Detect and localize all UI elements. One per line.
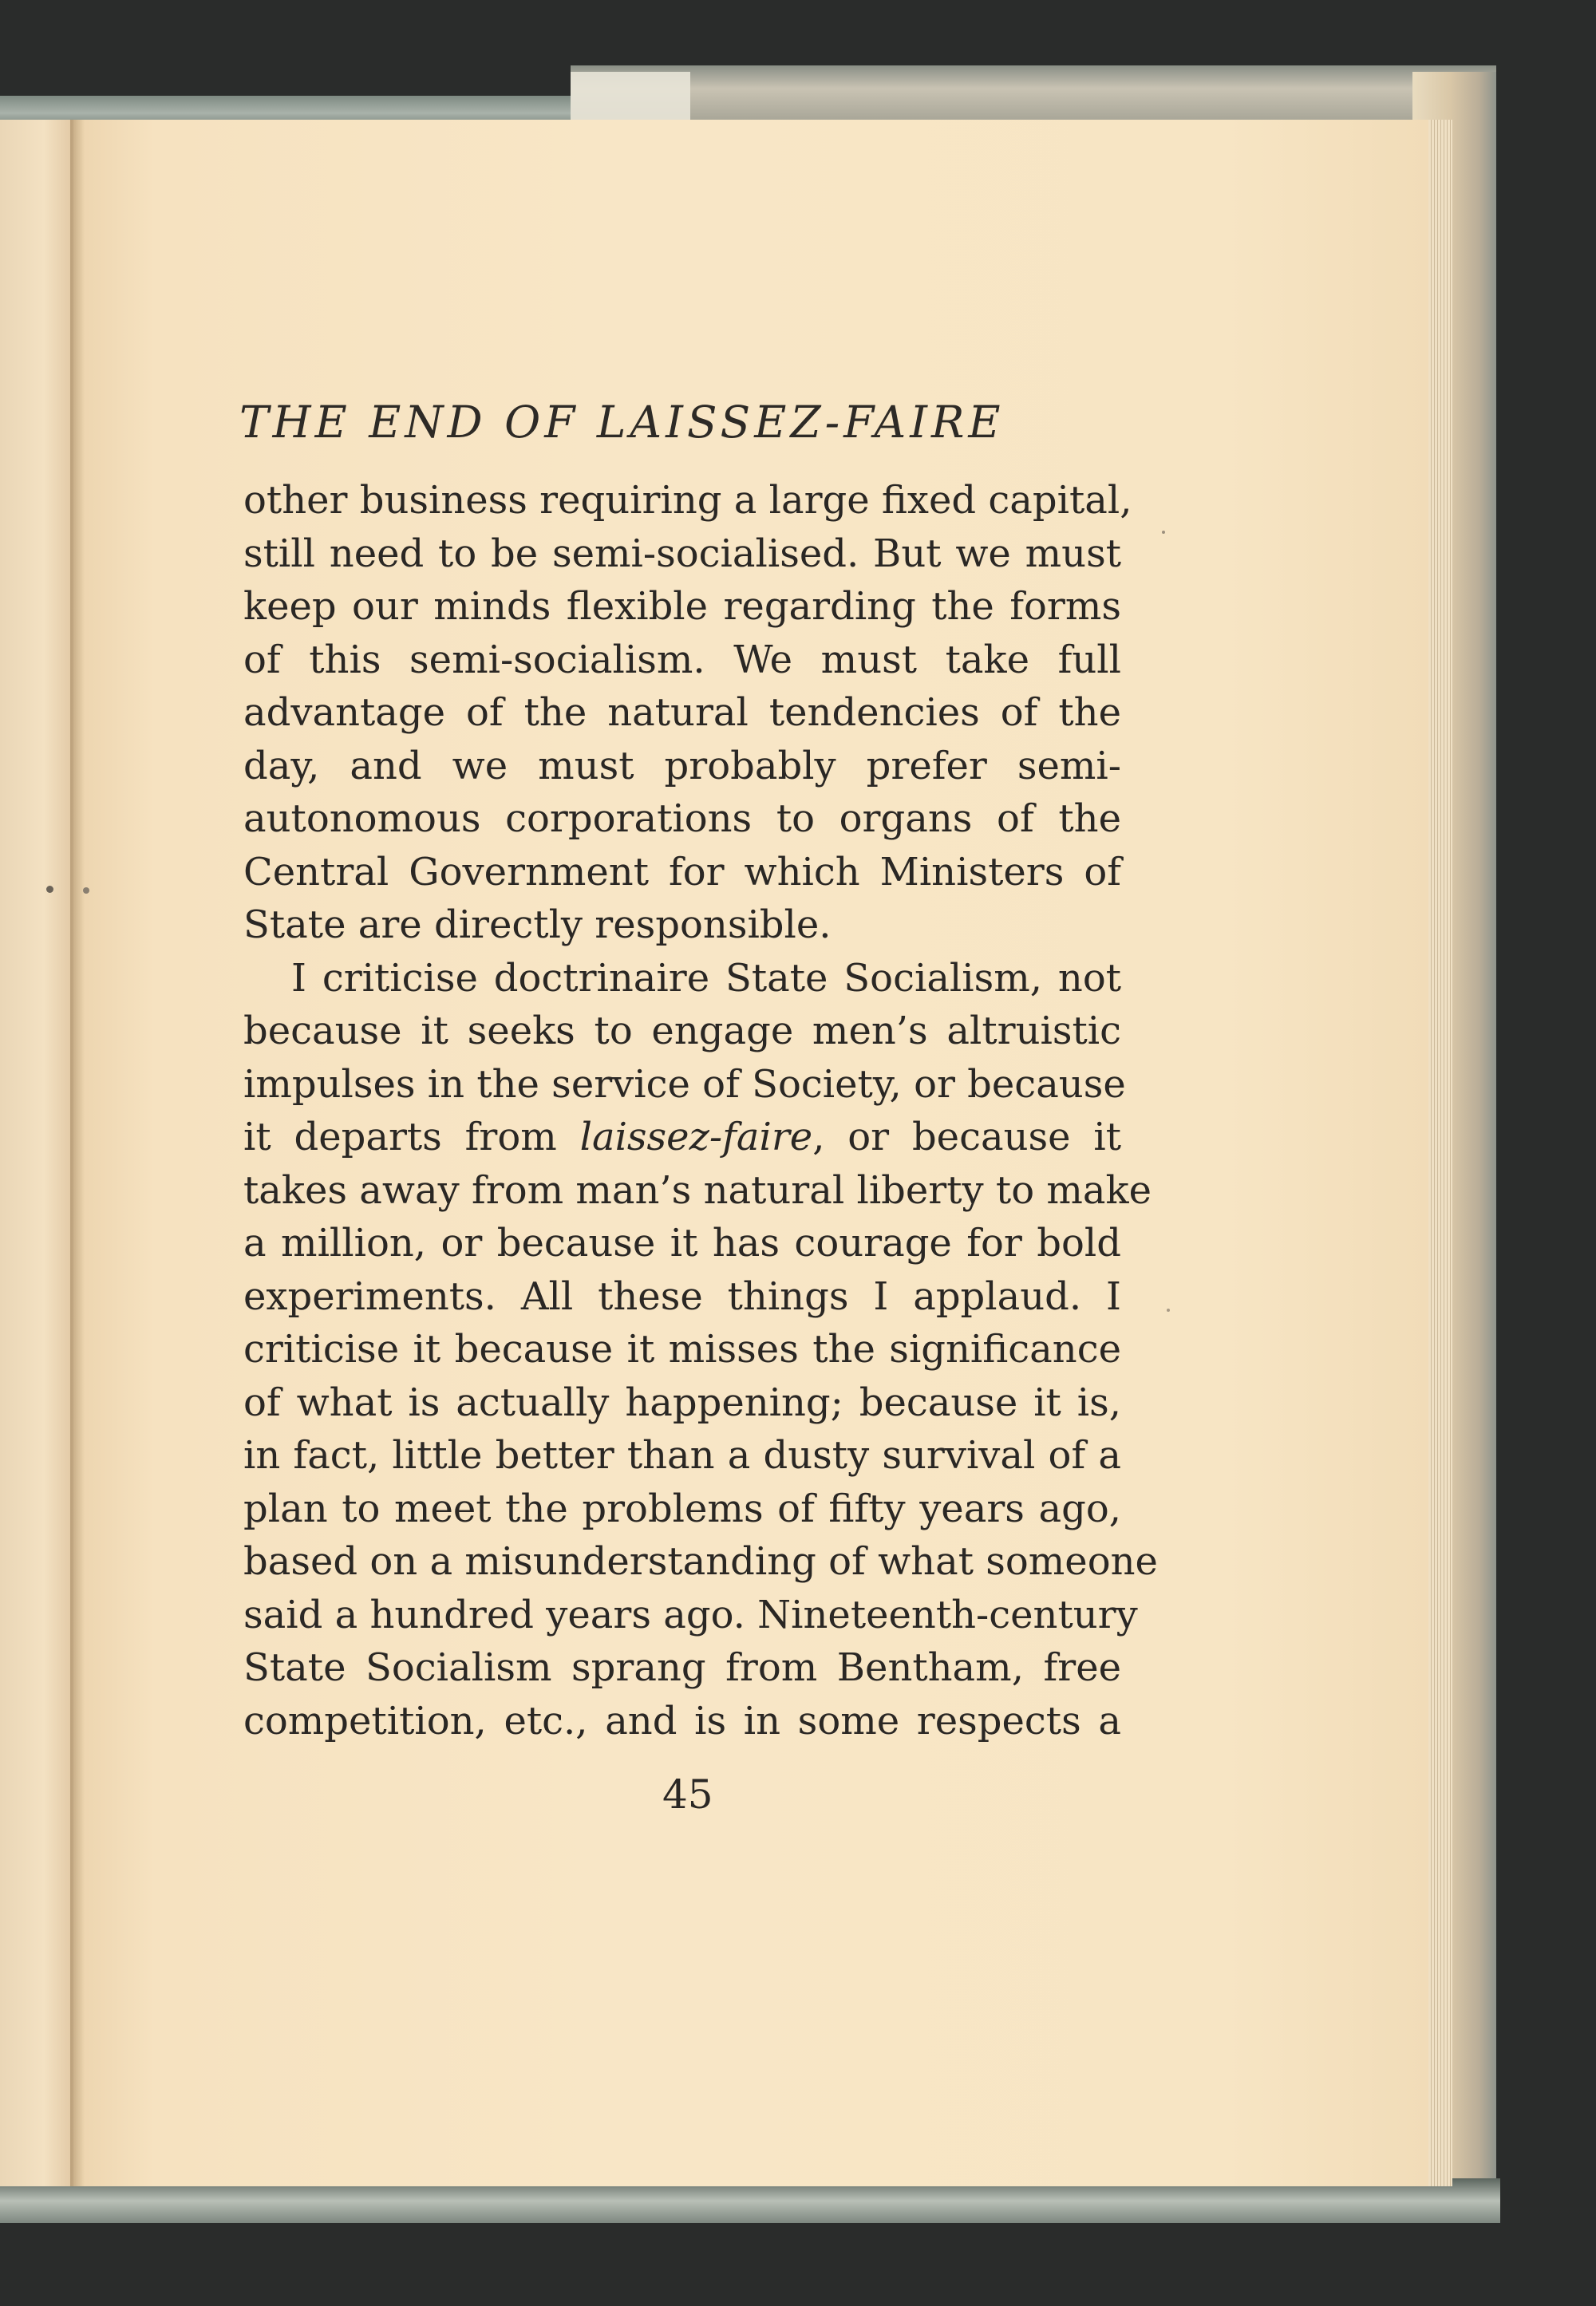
gutter-shadow	[70, 120, 85, 2186]
text-line: State Socialism sprang from Bentham, free	[243, 1645, 1121, 1690]
text-line: competition, etc., and is in some respects a	[243, 1698, 1121, 1743]
text-line: day, and we must probably prefer semi-	[243, 743, 1121, 788]
text-line: because it seeks to engage men’s altruistic	[243, 1009, 1121, 1053]
text-line-with-italic	[243, 1111, 1121, 1164]
text-line: other business requiring a large fixed capital,	[243, 478, 1132, 523]
text-line: plan to meet the problems of fifty years ago,	[243, 1486, 1121, 1531]
text-line: I criticise doctrinaire State Socialism, not	[291, 955, 1121, 1001]
text-span: it departs from	[243, 1115, 580, 1159]
page-block-edges	[1428, 120, 1452, 2186]
text-line: impulses in the service of Society, or because	[243, 1061, 1126, 1107]
text-line: takes away from man’s natural liberty to make	[243, 1167, 1152, 1213]
text-line: keep our minds flexible regarding the forms	[243, 584, 1121, 629]
text-line: State are directly responsible.	[243, 902, 832, 947]
jacket-tape-strip	[571, 72, 690, 124]
text-line: autonomous corporations to organs of the	[243, 796, 1121, 841]
text-line: advantage of the natural tendencies of the	[243, 690, 1121, 735]
body-text	[243, 474, 1158, 1747]
text-line: experiments. All these things I applaud. I	[243, 1273, 1121, 1319]
text-line: said a hundred years ago. Nineteenth-century	[243, 1592, 1138, 1637]
binding-thread-mark	[83, 887, 89, 894]
text-line: Central Government for which Ministers of	[243, 849, 1121, 894]
italic-term: laissez-faire	[579, 1115, 813, 1159]
text-line: of this semi-socialism. We must take full	[243, 637, 1121, 682]
text-line: a million, or because it has courage for bold	[243, 1221, 1121, 1266]
binding-thread-mark	[46, 886, 53, 893]
text-line: of what is actually happening; because it is,	[243, 1380, 1121, 1425]
dust-jacket-top-edge	[571, 65, 1496, 123]
text-line: based on a misunderstanding of what someone	[243, 1539, 1158, 1584]
text-span: , or because it	[812, 1115, 1121, 1159]
text-line: criticise it because it misses the significance	[243, 1327, 1121, 1372]
page-number: 45	[662, 1771, 713, 1818]
text-line: still need to be semi-socialised. But we must	[243, 531, 1121, 576]
paper-speck	[1162, 531, 1165, 534]
paper-speck	[1167, 1309, 1170, 1312]
text-line: in fact, little better than a dusty survival of a	[243, 1433, 1121, 1478]
running-head: THE END OF LAISSEZ-FAIRE	[239, 397, 1005, 448]
facing-page-edge	[0, 120, 73, 2186]
